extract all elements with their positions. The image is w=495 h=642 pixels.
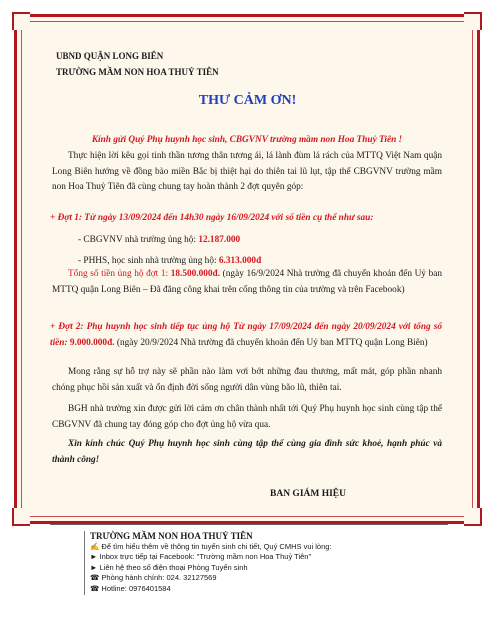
footer-facebook-line: ► Inbox trực tiếp tại Facebook: "Trường mầm non Hoa Thuỷ Tiên"	[90, 552, 312, 561]
greeting: Kính gửi Quý Phụ huynh học sinh, CBGVNV trường mầm non Hoa Thuỷ Tiên !	[91, 135, 403, 145]
hope-paragraph: Mong rằng sự hỗ trợ này sẽ phần nào làm vơi bớt những đau thương, mất mát, góp phần nhanh chóng phục hồi sản xuất và ổn định đời sống người dân vùng bão lũ, thiên tai.	[52, 367, 442, 393]
footer-info-line: ✍ Để tìm hiểu thêm về thông tin tuyển sinh chi tiết, Quý CMHS vui lòng:	[90, 541, 332, 551]
intro-paragraph: Thực hiện lời kêu gọi tinh thần tương thân tương ái, lá lành đùm lá rách của MTTQ Việt Nam quận Long Biên hướng về đồng bào miền Bắc bị thiệt hại do thiên tai lũ lụt, tập thể CBGVNV trường mầm non Hoa Thuỷ Tiên đã cùng chung tay hoàn thành 2 đợt quyên góp:	[52, 151, 442, 193]
thanks-paragraph: BGH nhà trường xin được gửi lời cảm ơn chân thành nhất tới Quý Phụ huynh học sinh cùng tập thể CBGVNV đã chung tay đóng góp cho đợt ủng hộ vừa qua.	[52, 404, 442, 430]
round1-total-note: (ngày 16/9/2024 Nhà trường đã chuyển khoản đến Uỷ ban MTTQ quận Long Biên – Đã đăng công khai trên cổng thông tin của trường và trên Facebook)	[52, 269, 442, 295]
signature: BAN GIÁM HIỆU	[270, 489, 347, 499]
round1-staff-amount: 12.187.000	[198, 235, 241, 245]
round1-parents-label: - PHHS, học sinh nhà trường ủng hộ:	[78, 256, 219, 266]
frame-corner-ornament	[12, 508, 30, 526]
round2-heading: + Đợt 2: Phụ huynh học sinh tiếp tục ủng hộ Từ ngày 17/09/2024 đến ngày 20/09/2024 với tổng số tiền:	[50, 322, 442, 348]
frame-corner-ornament	[12, 12, 30, 30]
header-district: UBND QUẬN LONG BIÊN	[56, 51, 164, 61]
footer-divider	[50, 524, 448, 525]
round2-note: (ngày 20/9/2024 Nhà trường đã chuyển khoản đến Uỷ ban MTTQ quận Long Biên)	[114, 337, 428, 348]
round1-staff-line	[78, 233, 438, 249]
round1-staff-label: - CBGVNV nhà trường ủng hộ:	[78, 235, 199, 245]
frame-corner-ornament	[464, 12, 482, 30]
page-title: THƯ CẢM ƠN!	[198, 93, 297, 108]
round1-total-paragraph	[52, 267, 442, 298]
round2-amount: 9.000.000đ.	[69, 337, 115, 348]
round1-parents-amount: 6.313.000đ	[218, 256, 262, 266]
wish-paragraph: Xin kính chúc Quý Phụ huynh học sinh cùng tập thể cùng gia đình sức khoẻ, hạnh phúc và thành công!	[52, 439, 442, 465]
footer-office-phone: ☎ Phòng hành chính: 024. 32127569	[90, 573, 217, 582]
round1-total-amount: 18.500.000đ.	[170, 269, 221, 279]
frame-corner-ornament	[464, 508, 482, 526]
header-school: TRƯỜNG MẦM NON HOA THUỶ TIÊN	[56, 67, 219, 77]
round2-paragraph	[50, 320, 442, 351]
footer-contact	[84, 531, 450, 594]
round1-heading: + Đợt 1: Từ ngày 13/09/2024 đến 14h30 ngày 16/09/2024 với số tiền cụ thể như sau:	[50, 213, 374, 223]
footer-phone-line: ► Liên hệ theo số điện thoại Phòng Tuyển sinh	[90, 562, 248, 572]
footer-hotline: ☎ Hotline: 0976401584	[90, 583, 171, 593]
footer-title: TRƯỜNG MẦM NON HOA THUỶ TIÊN	[90, 531, 253, 541]
round1-total-label: Tổng số tiền ủng hộ đợt 1:	[68, 269, 171, 279]
